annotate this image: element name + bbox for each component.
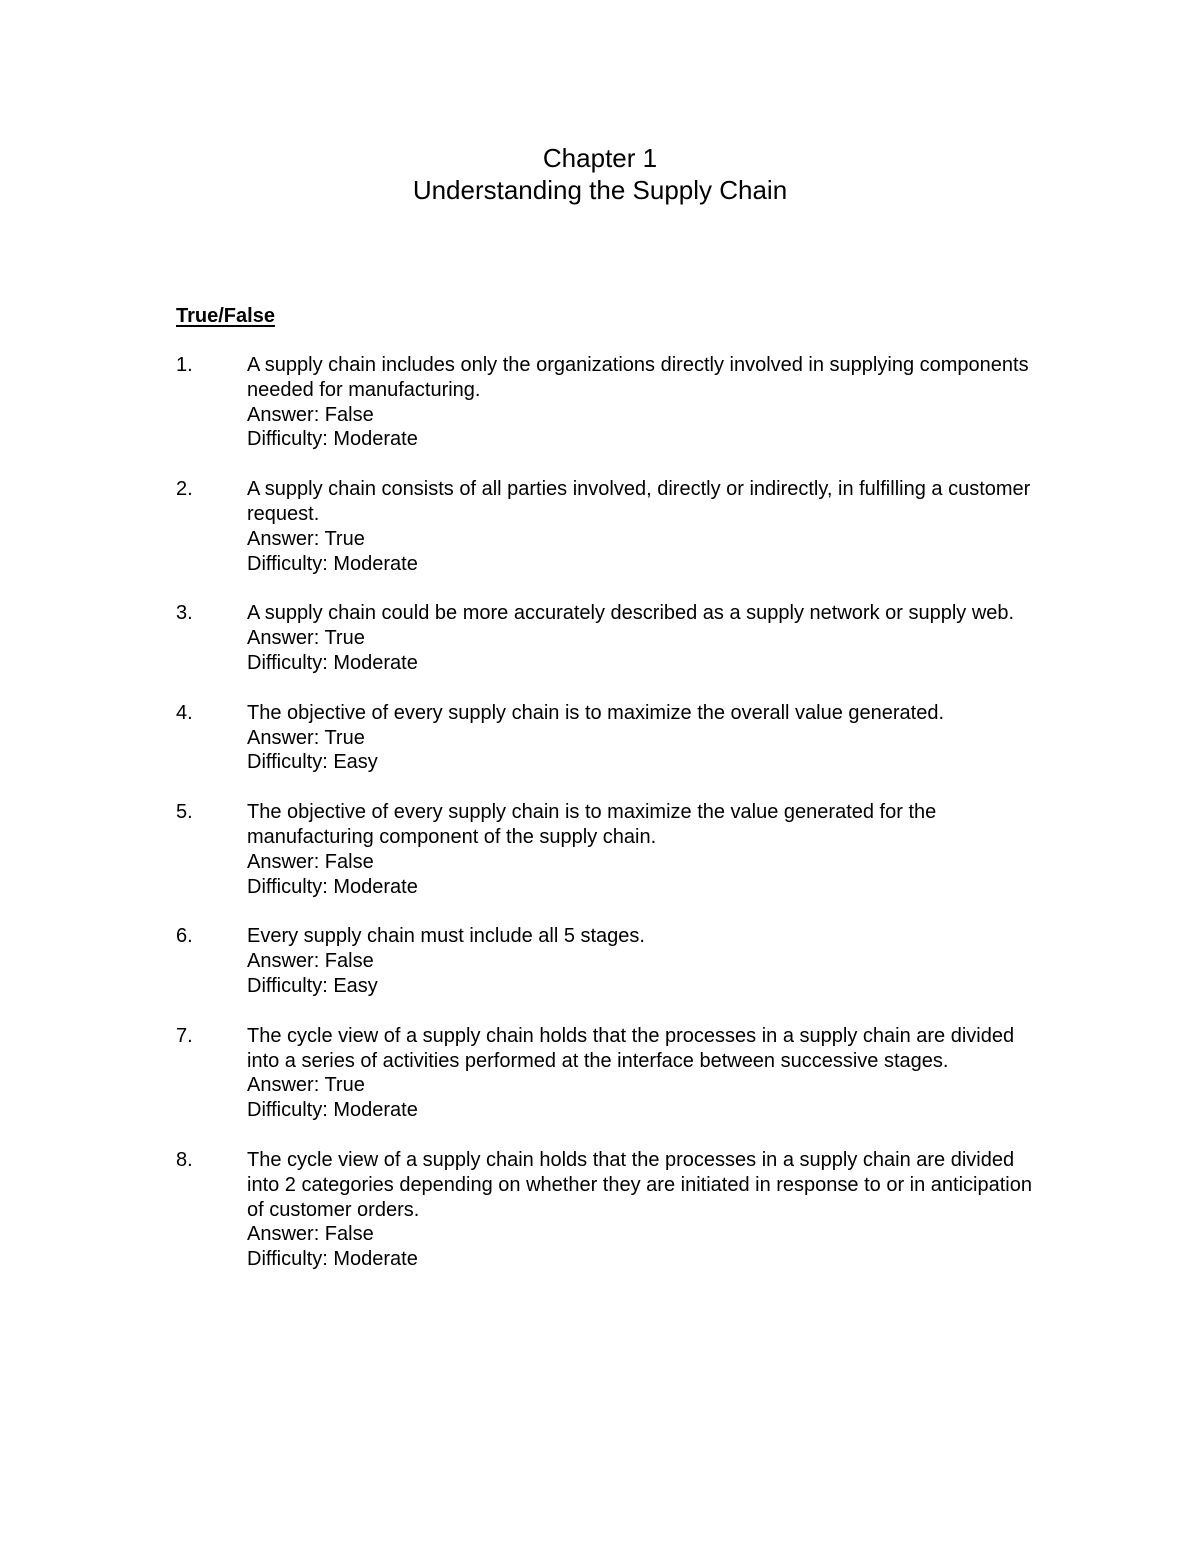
question-number: 1. — [176, 354, 193, 376]
question-number: 2. — [176, 478, 193, 501]
section-heading: True/False — [176, 305, 275, 327]
question-body — [247, 601, 1036, 675]
question-number: 3. — [176, 602, 193, 625]
question-item — [176, 601, 1036, 675]
question-difficulty: Difficulty: Moderate — [247, 1248, 418, 1271]
question-difficulty: Difficulty: Moderate — [247, 428, 418, 451]
question-body — [247, 800, 1036, 899]
question-item — [176, 1024, 1036, 1123]
chapter-number: Chapter 1 — [542, 143, 658, 173]
question-body — [247, 924, 1036, 998]
question-difficulty: Difficulty: Easy — [247, 751, 378, 774]
question-item — [176, 353, 1036, 452]
question-text: A supply chain includes only the organizations directly involved in supplying components needed for manufacturing. — [247, 354, 1029, 401]
question-body — [247, 701, 1036, 775]
question-difficulty: Difficulty: Moderate — [247, 552, 418, 575]
chapter-title: Understanding the Supply Chain — [412, 175, 788, 205]
question-answer: Answer: True — [247, 726, 365, 749]
question-text: Every supply chain must include all 5 stages. — [247, 925, 645, 948]
question-body — [247, 477, 1036, 576]
question-item — [176, 477, 1036, 576]
question-body — [247, 1024, 1036, 1123]
question-answer: Answer: False — [247, 1223, 374, 1246]
question-item — [176, 800, 1036, 899]
question-number: 4. — [176, 701, 193, 724]
question-number: 6. — [176, 925, 193, 948]
question-number: 5. — [176, 801, 193, 824]
question-body — [247, 1148, 1036, 1272]
question-text: The objective of every supply chain is to maximize the overall value generated. — [247, 701, 945, 724]
question-text: The cycle view of a supply chain holds that the processes in a supply chain are divided into a series of activities performed at the interface between successive stages. — [247, 1024, 1015, 1072]
question-text: A supply chain consists of all parties involved, directly or indirectly, in fulfilling a customer request. — [247, 478, 1031, 525]
question-item — [176, 924, 1036, 998]
question-difficulty: Difficulty: Easy — [247, 974, 378, 997]
question-difficulty: Difficulty: Moderate — [247, 1099, 418, 1122]
question-difficulty: Difficulty: Moderate — [247, 651, 418, 674]
question-body — [247, 353, 1036, 452]
question-answer: Answer: False — [247, 850, 374, 873]
question-item — [176, 701, 1036, 775]
question-item — [176, 1148, 1036, 1272]
question-text: The objective of every supply chain is to maximize the value generated for the manufacturing component of the supply chain. — [247, 801, 937, 848]
question-number: 8. — [176, 1148, 193, 1171]
question-text: A supply chain could be more accurately described as a supply network or supply web. — [247, 602, 1015, 625]
question-difficulty: Difficulty: Moderate — [247, 875, 418, 898]
question-answer: Answer: False — [247, 950, 374, 973]
question-list — [176, 353, 1036, 1297]
question-answer: Answer: True — [247, 627, 365, 650]
question-text: The cycle view of a supply chain holds that the processes in a supply chain are divided into 2 categories depending on whether they are initiated in response to or in anticipation of customer orders. — [247, 1148, 1032, 1221]
question-answer: Answer: False — [247, 403, 374, 426]
question-answer: Answer: True — [247, 527, 365, 550]
question-answer: Answer: True — [247, 1074, 365, 1097]
title-block — [0, 142, 1200, 206]
question-number: 7. — [176, 1024, 193, 1047]
